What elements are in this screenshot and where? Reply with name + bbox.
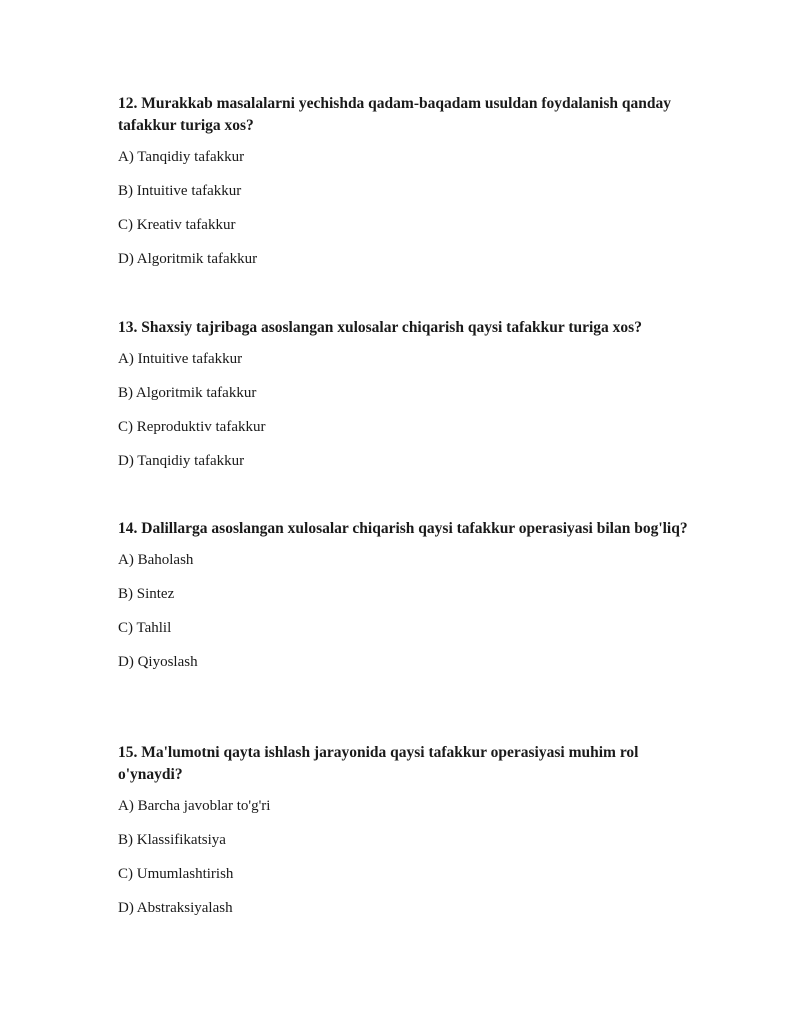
option-d: D) Algoritmik tafakkur	[118, 251, 258, 267]
question-13	[118, 317, 698, 471]
option-a: A) Baholash	[118, 552, 194, 568]
option-b: B) Intuitive tafakkur	[118, 183, 242, 199]
option-c: C) Kreativ tafakkur	[118, 217, 236, 233]
option-d: D) Tanqidiy tafakkur	[118, 453, 245, 469]
option-b: B) Algoritmik tafakkur	[118, 385, 257, 401]
question-15	[118, 742, 698, 918]
question-text: 13. Shaxsiy tajribaga asoslangan xulosalar chiqarish qaysi tafakkur turiga xos?	[118, 319, 642, 336]
option-b: B) Sintez	[118, 586, 175, 602]
option-d: D) Abstraksiyalash	[118, 900, 233, 916]
option-d: D) Qiyoslash	[118, 654, 198, 670]
question-text: 12. Murakkab masalalarni yechishda qadam-baqadam usuldan foydalanish qanday tafakkur turiga xos?	[118, 95, 671, 134]
option-a: A) Tanqidiy tafakkur	[118, 149, 245, 165]
option-a: A) Intuitive tafakkur	[118, 351, 243, 367]
option-b: B) Klassifikatsiya	[118, 832, 226, 848]
question-12	[118, 93, 698, 269]
option-c: C) Tahlil	[118, 620, 172, 636]
option-a: A) Barcha javoblar to'g'ri	[118, 798, 271, 814]
question-14	[118, 518, 698, 672]
option-c: C) Umumlashtirish	[118, 866, 234, 882]
question-text: 14. Dalillarga asoslangan xulosalar chiqarish qaysi tafakkur operasiyasi bilan bog'liq?	[118, 520, 688, 537]
option-c: C) Reproduktiv tafakkur	[118, 419, 266, 435]
question-text: 15. Ma'lumotni qayta ishlash jarayonida qaysi tafakkur operasiyasi muhim rol o'ynaydi?	[118, 744, 639, 783]
